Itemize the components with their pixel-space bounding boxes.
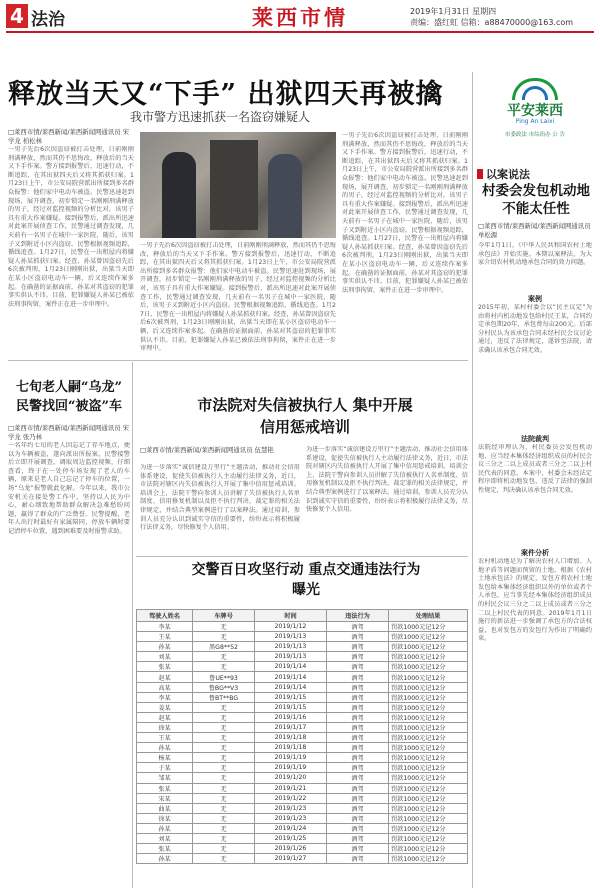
cell-date: 2019/1/25: [255, 833, 327, 843]
elder-byline: □莱西市情/莱西新闻/莱西新闻网通讯员 宋学龙 张乃林: [8, 424, 130, 441]
cell-violation: 酒驾: [327, 793, 389, 803]
cell-result: 罚款1000元记12分: [389, 642, 468, 652]
masthead-logo: 莱西市情: [252, 5, 348, 30]
cell-driver: 孙某: [137, 854, 193, 864]
cell-driver: 邹某: [137, 773, 193, 783]
cell-date: 2019/1/12: [255, 622, 327, 632]
table-row: [137, 844, 468, 854]
analysis-body: 农村机动地是为了解决农村人口增加、人地矛盾等问题而预留的土地。根据《农村土地承包法》的规定，发包方将农村土地发包给本集体经济组织以外的单位或者个人承包，应当事先经本集体经济组织成员的村民会议三分之二以上成员或者三分之二以上村民代表的同意。2019年1月1日施行的新法进一步强调了承包方的合法权益，也对发包方的发包行为作出了明确约束。: [478, 558, 592, 643]
cell-driver: 孙某: [137, 642, 193, 652]
cell-date: 2019/1/23: [255, 803, 327, 813]
cell-date: 2019/1/13: [255, 632, 327, 642]
table-row: [137, 753, 468, 763]
cell-result: 罚款1000元记12分: [389, 743, 468, 753]
cell-plate: 无: [193, 702, 255, 712]
table-row: [137, 632, 468, 642]
cell-driver: 高某: [137, 682, 193, 692]
table-row: [137, 803, 468, 813]
cell-date: 2019/1/27: [255, 854, 327, 864]
cell-driver: 张某: [137, 662, 193, 672]
table-row: [137, 733, 468, 743]
cell-violation: 酒驾: [327, 753, 389, 763]
sidebar-headline: 村委会发包机动地 不能太任性: [482, 183, 590, 217]
cell-result: 罚款1000元记12分: [389, 632, 468, 642]
cell-driver: 赵某: [137, 672, 193, 682]
sidebar-intro: 今年1月1日，《中华人民共和国农村土地承包法》开始实施。本期以案释法，为大家介绍农村机动地承包合同的效力问题。: [478, 242, 592, 267]
photo-suspect: [268, 154, 302, 238]
cell-driver: 王某: [137, 632, 193, 642]
cell-plate: 鲁UE**93: [193, 672, 255, 682]
table-header-row: [137, 610, 468, 622]
table-row: [137, 672, 468, 682]
cell-result: 罚款1000元记12分: [389, 763, 468, 773]
cell-violation: 酒驾: [327, 803, 389, 813]
col-date: 时间: [255, 610, 327, 622]
cell-date: 2019/1/14: [255, 682, 327, 692]
section-title: 法治: [31, 10, 65, 30]
cell-violation: 酒驾: [327, 783, 389, 793]
cell-plate: 无: [193, 844, 255, 854]
elder-headline: 七旬老人嗣“乌龙” 民警找回“被盗”车: [16, 380, 122, 414]
cell-plate: 无: [193, 823, 255, 833]
cell-plate: 无: [193, 813, 255, 823]
main-body-col1: 一男子先后6次因盗窃被打击处理，日前刚刚刑满释放，然而其仍不思悔改，释放后的当天又下手作案。警方接到报警后，迅速行动，不断追踪，在其出狱四天后又将其抓获归案。1月23日上午，市公安局院营派出所接到多名群众报警：他们家中电动车被盗。民警迅速赶到现场，展开调查，初步锁定一名刚刚刑满释放的男子，经过对监控视频的分析比对，该男子具有重大作案嫌疑。接到报警后，派出所迅速对此案开展侦查工作，民警通过调查发现，几天前有一名男子在城中一家医院，随后，该男子又到附近小区内盗窃。民警根据视频追踪，循线追查。1月27日，民警在一出租屋内将嫌疑人孙某抓获归案。经查，孙某曾因盗窃先后6次被判刑，1月23日刚刚出狱，出狱当天即在某小区盗窃电动车一辆，后又连续作案多起。在确凿的证据面前，孙某对其盗窃的犯罪事实供认不讳。目前，犯罪嫌疑人孙某已被依法刑事拘留，案件正在进一步审理中。: [8, 146, 134, 308]
table-row: [137, 793, 468, 803]
cell-violation: 酒驾: [327, 632, 389, 642]
cell-violation: 酒驾: [327, 622, 389, 632]
table-body: [137, 622, 468, 864]
cell-violation: 酒驾: [327, 743, 389, 753]
table-row: [137, 722, 468, 732]
cell-plate: 鲁BT**BG: [193, 692, 255, 702]
cell-plate: 无: [193, 763, 255, 773]
table-section-divider: [136, 556, 468, 557]
ruling-body: 法院经审理认为，村民委员会发包机动地，应当经本集体经济组织成员的村民会议三分之二以上成员或者三分之二以上村民代表的同意。本案中，村委会未经法定程序即将机动地发包，违反了法律的强制性规定，判决确认该承包合同无效。: [478, 444, 592, 494]
col-driver: 驾驶人姓名: [137, 610, 193, 622]
cell-date: 2019/1/24: [255, 823, 327, 833]
cell-plate: 无: [193, 783, 255, 793]
table-row: [137, 702, 468, 712]
cell-plate: 无: [193, 793, 255, 803]
sidebar-byline: □莱西市情/莱西新闻/莱西新闻网通讯员 单松源: [478, 222, 591, 239]
cell-violation: 酒驾: [327, 652, 389, 662]
cell-date: 2019/1/16: [255, 712, 327, 722]
table-row: [137, 682, 468, 692]
cell-date: 2019/1/14: [255, 662, 327, 672]
table-row: [137, 712, 468, 722]
table-row: [137, 652, 468, 662]
cell-driver: 徐某: [137, 813, 193, 823]
court-headline: 市法院对失信被执行人 集中开展信用惩戒培训: [197, 396, 413, 436]
cell-plate: 鲁BG**V3: [193, 682, 255, 692]
cell-driver: 赵某: [137, 712, 193, 722]
cell-date: 2019/1/23: [255, 813, 327, 823]
cell-plate: 无: [193, 662, 255, 672]
court-body-col1: 为进一步落实“诚信建设万里行”主题活动，推动社会信用体系建设，促使失信被执行人主动履行法律义务，近日，市法院对辖区内失信被执行人开展了集中信用惩戒培训。培训会上，法院干警向参训人员讲解了失信被执行人名单制度、信用修复机制以及拒不执行判决、裁定罪的相关法律规定，并结合典型案例进行了以案释法。通过培训，参训人员充分认识到诚实守信的重要性，纷纷表示将积极履行法律义务，尽快修复个人信用。: [140, 464, 300, 532]
logo-subtitle: Ping An Laixi: [515, 118, 555, 125]
header-rule: [6, 31, 594, 33]
cell-date: 2019/1/14: [255, 672, 327, 682]
cell-plate: 无: [193, 712, 255, 722]
cell-result: 罚款1000元记12分: [389, 753, 468, 763]
cell-result: 罚款1000元记12分: [389, 833, 468, 843]
table-row: [137, 763, 468, 773]
cell-result: 罚款1000元记12分: [389, 854, 468, 864]
cell-result: 罚款1000元记12分: [389, 702, 468, 712]
news-photo: [140, 132, 336, 238]
cell-plate: 无: [193, 622, 255, 632]
page-number: 4: [6, 4, 28, 28]
cell-driver: 曲某: [137, 803, 193, 813]
cell-result: 罚款1000元记12分: [389, 793, 468, 803]
cell-result: 罚款1000元记12分: [389, 672, 468, 682]
cell-result: 罚款1000元记12分: [389, 622, 468, 632]
cell-violation: 酒驾: [327, 672, 389, 682]
col-violation: 违法行为: [327, 610, 389, 622]
cell-result: 罚款1000元记12分: [389, 712, 468, 722]
cell-violation: 酒驾: [327, 662, 389, 672]
cell-result: 罚款1000元记12分: [389, 773, 468, 783]
cell-result: 罚款1000元记12分: [389, 844, 468, 854]
cell-driver: 于某: [137, 763, 193, 773]
cell-plate: 无: [193, 743, 255, 753]
traffic-headline: 交警百日攻坚行动 重点交通违法行为曝光: [191, 562, 421, 598]
cell-driver: 张某: [137, 783, 193, 793]
cell-violation: 酒驾: [327, 702, 389, 712]
cell-plate: 无: [193, 733, 255, 743]
main-body-col2: 一男子先后6次因盗窃被打击处理，日前刚刚刑满释放，然而其仍不思悔改，释放后的当天又下手作案。警方接到报警后，迅速行动，不断追踪，在其出狱四天后又将其抓获归案。1月23日上午，市公安局院营派出所接到多名群众报警：他们家中电动车被盗。民警迅速赶到现场，展开调查，初步锁定一名刚刚刑满释放的男子，经过对监控视频的分析比对，该男子具有重大作案嫌疑。接到报警后，派出所迅速对此案开展侦查工作，民警通过调查发现，几天前有一名男子在城中一家医院，随后，该男子又到附近小区内盗窃。民警根据视频追踪，循线追查。1月27日，民警在一出租屋内将嫌疑人孙某抓获归案。经查，孙某曾因盗窃先后6次被判刑，1月23日刚刚出狱，出狱当天即在某小区盗窃电动车一辆，后又连续作案多起。在确凿的证据面前，孙某对其盗窃的犯罪事实供认不讳。目前，犯罪嫌疑人孙某已被依法刑事拘留，案件正在进一步审理中。: [140, 242, 336, 353]
cell-driver: 宋某: [137, 793, 193, 803]
cell-plate: 无: [193, 803, 255, 813]
court-byline: □莱西市情/莱西新闻/莱西新闻网通讯员 伍慧艳: [140, 446, 274, 454]
cell-result: 罚款1000元记12分: [389, 722, 468, 732]
cell-driver: 孙某: [137, 823, 193, 833]
main-headline: 释放当天又“下手” 出狱四天再被擒: [8, 79, 444, 110]
cell-plate: 无: [193, 854, 255, 864]
cell-violation: 酒驾: [327, 813, 389, 823]
cell-driver: 王某: [137, 733, 193, 743]
cell-violation: 酒驾: [327, 763, 389, 773]
ruling-label: 法院裁判: [521, 435, 549, 443]
table-row: [137, 642, 468, 652]
cell-date: 2019/1/15: [255, 692, 327, 702]
photo-door: [210, 140, 258, 230]
cell-plate: 无: [193, 722, 255, 732]
column-divider: [132, 362, 133, 888]
cell-result: 罚款1000元记12分: [389, 652, 468, 662]
cell-date: 2019/1/18: [255, 733, 327, 743]
cell-plate: 无: [193, 833, 255, 843]
col-plate: 车牌号: [193, 610, 255, 622]
cell-violation: 酒驾: [327, 854, 389, 864]
case-label: 案例: [528, 295, 542, 303]
analysis-label: 案件分析: [521, 549, 549, 557]
court-body-col2: 为进一步落实“诚信建设万里行”主题活动，推动社会信用体系建设，促使失信被执行人主动履行法律义务，近日，市法院对辖区内失信被执行人开展了集中信用惩戒培训。培训会上，法院干警向参训人员讲解了失信被执行人名单制度、信用修复机制以及拒不执行判决、裁定罪的相关法律规定，并结合典型案例进行了以案释法。通过培训，参训人员充分认识到诚实守信的重要性，纷纷表示将积极履行法律义务，尽快修复个人信用。: [306, 446, 468, 514]
cell-violation: 酒驾: [327, 692, 389, 702]
cell-driver: 姜某: [137, 702, 193, 712]
traffic-violation-table: [136, 609, 468, 864]
cell-driver: 孙某: [137, 743, 193, 753]
cell-driver: 杨某: [137, 753, 193, 763]
logo-title: 平安莱西: [507, 103, 563, 119]
cell-date: 2019/1/22: [255, 793, 327, 803]
cell-plate: 黑G8**52: [193, 642, 255, 652]
cell-driver: 刘某: [137, 652, 193, 662]
cell-result: 罚款1000元记12分: [389, 733, 468, 743]
cell-result: 罚款1000元记12分: [389, 803, 468, 813]
cell-plate: 无: [193, 652, 255, 662]
elder-body: 一名年约七旬的老人因忘记了存车地点，便以为车辆被盗，遂向派出所报案。民警接警后立即开展调查，调取周边监控视频，仔细查看，终于在一处停车场发现了老人的车辆，原来是老人自己忘记了停车的位置，一场“乌龙”报警就此化解。今年以来，我市公安机关在接处警工作中，坚持以人民为中心，耐心细致地帮助群众解决急难愁盼问题，赢得了群众的广泛赞誉。民警提醒，老年人出行时最好有家属陪同，停放车辆时要记清停车位置，遇到困难要及时报警求助。: [8, 442, 130, 535]
cell-driver: 刘某: [137, 833, 193, 843]
cell-violation: 酒驾: [327, 773, 389, 783]
cell-driver: 张某: [137, 844, 193, 854]
cell-violation: 酒驾: [327, 844, 389, 854]
cell-date: 2019/1/15: [255, 702, 327, 712]
cell-plate: 无: [193, 753, 255, 763]
cell-result: 罚款1000元记12分: [389, 662, 468, 672]
cell-plate: 无: [193, 632, 255, 642]
cell-plate: 无: [193, 773, 255, 783]
dateline: [410, 6, 573, 28]
cell-driver: 李某: [137, 622, 193, 632]
issue-date: 2019年1月31日 星期四: [410, 7, 497, 16]
cell-driver: 徐某: [137, 722, 193, 732]
editor-info: 责编：盛红虹 信箱：a88470000@163.com: [410, 18, 574, 27]
cell-date: 2019/1/19: [255, 753, 327, 763]
table-row: [137, 783, 468, 793]
cell-result: 罚款1000元记12分: [389, 682, 468, 692]
table-row: [137, 833, 468, 843]
col-result: 处理结果: [389, 610, 468, 622]
cell-violation: 酒驾: [327, 712, 389, 722]
cell-date: 2019/1/13: [255, 652, 327, 662]
cell-date: 2019/1/20: [255, 773, 327, 783]
table-row: [137, 813, 468, 823]
case-body: 2015年初，某村村委会以“民主议定”为由将村内机动地发包给村民王某，合同约定承包期20年，承包费每亩200元。后部分村民认为该承包合同未经村民会议讨论通过，违反了法律规定，遂诉至法院，请求确认该承包合同无效。: [478, 304, 592, 354]
cell-violation: 酒驾: [327, 682, 389, 692]
cell-result: 罚款1000元记12分: [389, 783, 468, 793]
table-row: [137, 854, 468, 864]
table-row: [137, 773, 468, 783]
table-row: [137, 622, 468, 632]
cell-driver: 李某: [137, 692, 193, 702]
cell-date: 2019/1/26: [255, 844, 327, 854]
table-row: [137, 823, 468, 833]
cell-date: 2019/1/18: [255, 743, 327, 753]
table-row: [137, 692, 468, 702]
cell-violation: 酒驾: [327, 823, 389, 833]
table-row: [137, 743, 468, 753]
cell-violation: 酒驾: [327, 642, 389, 652]
cell-date: 2019/1/17: [255, 722, 327, 732]
cell-violation: 酒驾: [327, 833, 389, 843]
cell-date: 2019/1/19: [255, 763, 327, 773]
cell-result: 罚款1000元记12分: [389, 813, 468, 823]
logo-slogan: 市委政法 市综治办 公 告: [504, 132, 566, 138]
section-divider: [8, 360, 468, 361]
main-subhead: 我市警方迅速抓获一名盗窃嫌疑人: [130, 110, 311, 124]
table-row: [137, 662, 468, 672]
cell-violation: 酒驾: [327, 733, 389, 743]
cell-result: 罚款1000元记12分: [389, 823, 468, 833]
sidebar-divider: [472, 72, 473, 888]
sidebar-tag: 以案说法: [477, 166, 530, 182]
cell-date: 2019/1/21: [255, 783, 327, 793]
photo-officer: [162, 152, 196, 238]
ping-an-laixi-logo: [476, 78, 594, 156]
cell-date: 2019/1/13: [255, 642, 327, 652]
cell-result: 罚款1000元记12分: [389, 692, 468, 702]
cell-violation: 酒驾: [327, 722, 389, 732]
main-byline: □莱西市情/莱西新闻/莱西新闻网通讯员 宋学龙 柏松林: [8, 128, 130, 145]
main-body-col3: 一男子先后6次因盗窃被打击处理，日前刚刚刑满释放，然而其仍不思悔改，释放后的当天又下手作案。警方接到报警后，迅速行动，不断追踪，在其出狱四天后又将其抓获归案。1月23日上午，市公安局院营派出所接到多名群众报警：他们家中电动车被盗。民警迅速赶到现场，展开调查，初步锁定一名刚刚刑满释放的男子，经过对监控视频的分析比对，该男子具有重大作案嫌疑。接到报警后，派出所迅速对此案开展侦查工作，民警通过调查发现，几天前有一名男子在城中一家医院，随后，该男子又到附近小区内盗窃。民警根据视频追踪，循线追查。1月27日，民警在一出租屋内将嫌疑人孙某抓获归案。经查，孙某曾因盗窃先后6次被判刑，1月23日刚刚出狱，出狱当天即在某小区盗窃电动车一辆，后又连续作案多起。在确凿的证据面前，孙某对其盗窃的犯罪事实供认不讳。目前，犯罪嫌疑人孙某已被依法刑事拘留，案件正在进一步审理中。: [342, 132, 468, 294]
